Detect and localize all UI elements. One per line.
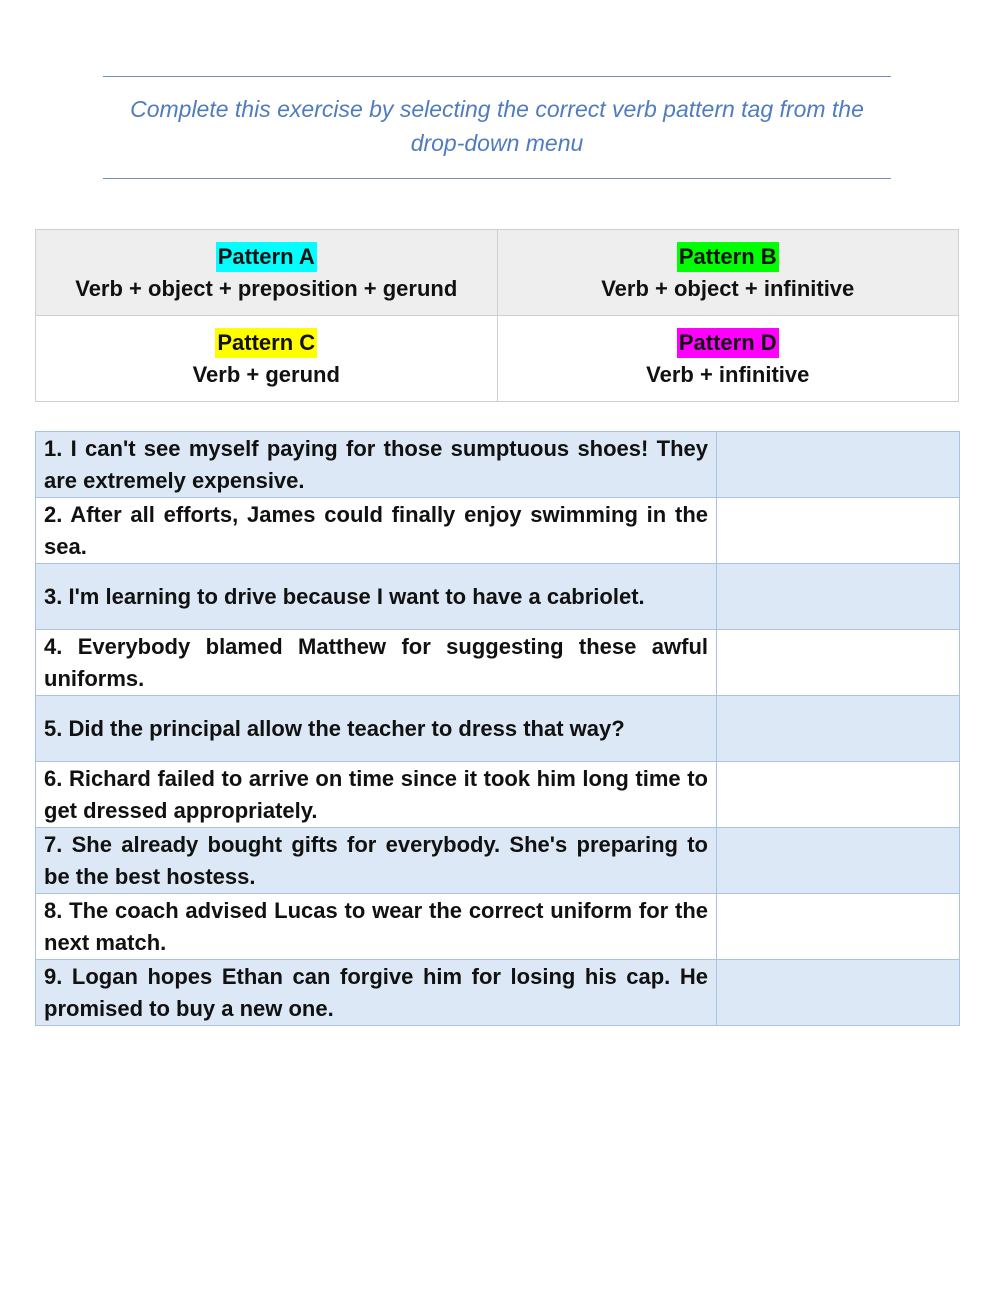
exercise-row	[36, 630, 960, 696]
pattern-b-description: Verb + object + infinitive	[601, 275, 855, 301]
exercise-table	[35, 431, 960, 1026]
pattern-b-cell	[497, 230, 959, 316]
answer-dropdown[interactable]	[717, 762, 960, 828]
answer-dropdown[interactable]	[717, 630, 960, 696]
exercise-row	[36, 432, 960, 498]
pattern-d-tag: Pattern D	[677, 328, 779, 358]
sentence-text: 4. Everybody blamed Matthew for suggesting these awful uniforms.	[36, 630, 717, 696]
pattern-d-cell	[497, 316, 959, 402]
sentence-text: 8. The coach advised Lucas to wear the correct uniform for the next match.	[36, 894, 717, 960]
top-divider	[103, 76, 891, 77]
pattern-c-cell	[36, 316, 498, 402]
instruction-text: Complete this exercise by selecting the correct verb pattern tag from the drop-down menu	[130, 96, 864, 156]
exercise-row	[36, 894, 960, 960]
exercise-row	[36, 828, 960, 894]
pattern-c-tag: Pattern C	[215, 328, 317, 358]
answer-dropdown[interactable]	[717, 564, 960, 630]
pattern-legend-table	[35, 229, 959, 402]
exercise-row	[36, 564, 960, 630]
sentence-text: 9. Logan hopes Ethan can forgive him for losing his cap. He promised to buy a new one.	[36, 960, 717, 1026]
answer-dropdown[interactable]	[717, 960, 960, 1026]
pattern-a-tag: Pattern A	[216, 242, 317, 272]
answer-dropdown[interactable]	[717, 696, 960, 762]
pattern-d-description: Verb + infinitive	[646, 361, 810, 387]
answer-dropdown[interactable]	[717, 498, 960, 564]
exercise-row	[36, 960, 960, 1026]
answer-dropdown[interactable]	[717, 894, 960, 960]
sentence-text: 2. After all efforts, James could finally enjoy swimming in the sea.	[36, 498, 717, 564]
pattern-a-cell	[36, 230, 498, 316]
sentence-text: 6. Richard failed to arrive on time since it took him long time to get dressed appropriately.	[36, 762, 717, 828]
bottom-divider	[103, 178, 891, 179]
pattern-legend-row	[36, 230, 959, 316]
pattern-b-tag: Pattern B	[677, 242, 779, 272]
exercise-row	[36, 696, 960, 762]
answer-dropdown[interactable]	[717, 828, 960, 894]
sentence-text: 5. Did the principal allow the teacher to dress that way?	[36, 696, 717, 762]
pattern-c-description: Verb + gerund	[192, 361, 340, 387]
exercise-row	[36, 762, 960, 828]
sentence-text: 3. I'm learning to drive because I want to have a cabriolet.	[36, 564, 717, 630]
pattern-a-description: Verb + object + preposition + gerund	[75, 275, 458, 301]
answer-dropdown[interactable]	[717, 432, 960, 498]
exercise-row	[36, 498, 960, 564]
sentence-text: 7. She already bought gifts for everybody. She's preparing to be the best hostess.	[36, 828, 717, 894]
sentence-text: 1. I can't see myself paying for those sumptuous shoes! They are extremely expensive.	[36, 432, 717, 498]
pattern-legend-row	[36, 316, 959, 402]
